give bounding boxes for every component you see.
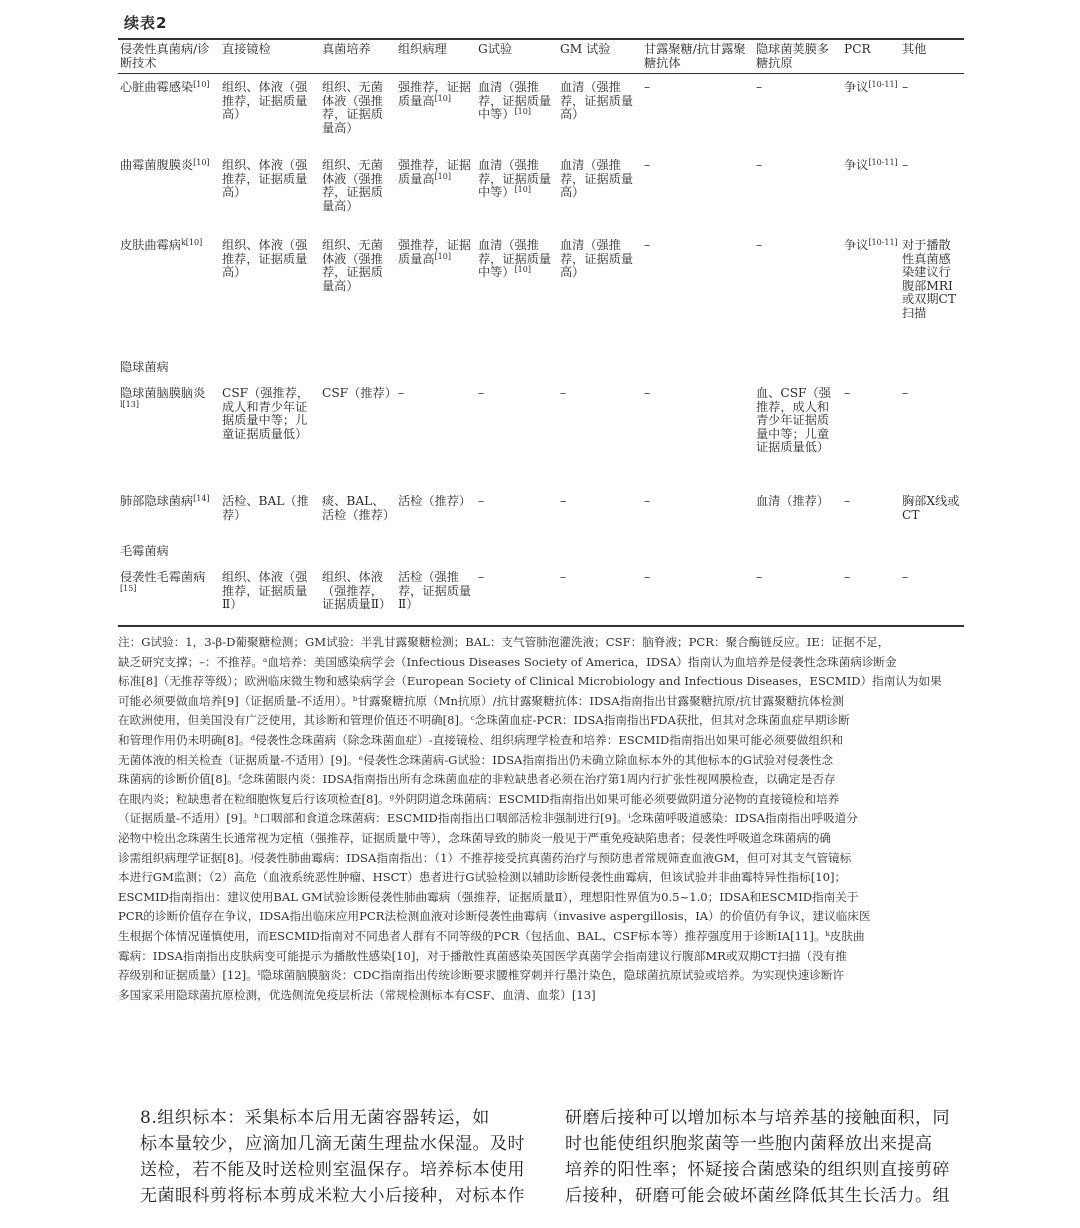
footnote-line: 本进行GM监测；（2）高危（血液系统恶性肿瘤、HSCT）患者进行G试验检测以辅助诊断侵袭性曲霉病，但该试验并非曲霉特异性指标[10]； bbox=[118, 870, 847, 885]
microscopy-cell: 组织、体液（强推荐，证据质量高） bbox=[222, 238, 308, 280]
footnote-line: 荐级别和证据质量）[12]。ˡ隐球菌脑膜脑炎：CDC指南指出传统诊断要求腰椎穿刺并行墨汁染色，隐球菌抗原试验或培养。为实现快速诊断许 bbox=[118, 968, 845, 983]
pathology-cell bbox=[396, 489, 476, 539]
culture-cell: 痰、BAL、活检（推荐） bbox=[322, 494, 396, 522]
pathology-cell bbox=[396, 153, 476, 233]
footnote-line: 和管理作用仍未明确[8]。ᵈ侵袭性念珠菌病（除念珠菌血症）-直接镜检、组织病理学检查和培养：ESCMID指南指出如果可能必须要做组织和 bbox=[118, 732, 844, 747]
reference-sup: [10] bbox=[434, 93, 451, 103]
footnote-line: 在欧洲使用，但美国没有广泛使用，其诊断和管理价值还不明确[8]。ᶜ念珠菌血症-PCR：IDSA指南指出FDA获批，但其对念珠菌血症早期诊断 bbox=[118, 713, 850, 728]
crypto-antigen-cell: – bbox=[756, 80, 763, 94]
pathology-cell bbox=[396, 233, 476, 355]
microscopy-cell: CSF（强推荐，成人和青少年证据质量中等；儿童证据质量低） bbox=[222, 386, 310, 441]
pcr-text: – bbox=[844, 570, 851, 584]
footnote-line: 珠菌病的诊断价值[8]。ᶠ念珠菌眼内炎：IDSA指南指出所有念珠菌血症的非粒缺患者必须在治疗第1周内行扩张性视网膜检查，以确定是否存 bbox=[118, 772, 836, 787]
pcr-cell bbox=[842, 233, 900, 355]
crypto-antigen-cell: – bbox=[756, 570, 763, 584]
culture-cell: 组织、无菌体液（强推荐，证据质量高） bbox=[322, 158, 383, 213]
crypto-antigen-cell: 血清（推荐） bbox=[756, 494, 830, 508]
culture-cell: CSF（推荐） bbox=[322, 386, 397, 400]
culture-cell: 组织、无菌体液（强推荐，证据质量高） bbox=[322, 80, 383, 135]
gm-test-cell: – bbox=[560, 386, 567, 400]
pcr-text: 争议 bbox=[844, 238, 869, 252]
disease-name-cell bbox=[118, 381, 220, 489]
pathology-text: 强推荐，证据质量高 bbox=[398, 238, 472, 266]
pcr-text: 争议 bbox=[844, 80, 869, 94]
mannan-cell: – bbox=[644, 158, 651, 172]
reference-sup: [10] bbox=[514, 265, 531, 275]
reference-sup: [10-11] bbox=[868, 158, 898, 167]
g-test-text: 血清（强推荐，证据质量中等） bbox=[478, 80, 552, 122]
disease-name-cell bbox=[118, 489, 220, 539]
crypto-antigen-cell: 血、CSF（强推荐，成人和青少年证据质量中等；儿童证据质量低） bbox=[756, 386, 831, 455]
col-header-mannan: 甘露聚糖/抗甘露聚糖抗体 bbox=[644, 42, 746, 70]
pathology-text: 活检（推荐） bbox=[398, 494, 472, 508]
pathology-text: – bbox=[398, 386, 405, 400]
g-test-text: – bbox=[478, 386, 485, 400]
other-cell: – bbox=[902, 570, 909, 584]
crypto-antigen-cell: – bbox=[756, 158, 763, 172]
other-cell: – bbox=[902, 386, 909, 400]
g-test-cell bbox=[476, 565, 558, 623]
table-row bbox=[118, 381, 964, 489]
reference-sup: [15] bbox=[120, 583, 137, 593]
culture-cell: 组织、体液（强推荐，证据质量Ⅱ） bbox=[322, 570, 392, 612]
microscopy-cell: 组织、体液（强推荐，证据质量高） bbox=[222, 80, 308, 122]
pcr-cell bbox=[842, 75, 900, 153]
footnote-line: 标准[8]（无推荐等级）；欧洲临床微生物和感染病学会（European Society of Clinical Microbiology and Infectious Diseases，ESCMID）指南认为如果 bbox=[118, 674, 942, 689]
col-header-pcr: PCR bbox=[844, 42, 871, 56]
disease-name: 曲霉菌腹膜炎 bbox=[120, 158, 194, 172]
body-line: 后接种，研磨可能会破坏菌丝降低其生长活力。组 bbox=[565, 1186, 950, 1206]
reference-sup: [10] bbox=[193, 80, 210, 89]
body-line: 标本量较少，应滴加几滴无菌生理盐水保湿。及时 bbox=[140, 1134, 525, 1154]
gm-test-cell: 血清（强推荐，证据质量高） bbox=[560, 238, 634, 280]
pcr-text: – bbox=[844, 494, 851, 508]
g-test-cell bbox=[476, 75, 558, 153]
microscopy-cell: 活检、BAL（推荐） bbox=[222, 494, 309, 522]
disease-name: 皮肤曲霉病 bbox=[120, 238, 181, 252]
body-line: 培养的阳性率；怀疑接合菌感染的组织则直接剪碎 bbox=[565, 1160, 950, 1180]
footnote-line: 多国家采用隐球菌抗原检测，优选侧流免疫层析法（常规检测标本有CSF、血清、血浆）[13] bbox=[118, 987, 596, 1002]
reference-sup: [14] bbox=[193, 494, 210, 503]
mannan-cell: – bbox=[644, 238, 651, 252]
g-test-text: 血清（强推荐，证据质量中等） bbox=[478, 238, 552, 280]
microscopy-cell: 组织、体液（强推荐，证据质量Ⅱ） bbox=[222, 570, 308, 612]
disease-name: 肺部隐球菌病 bbox=[120, 494, 194, 508]
body-line: 送检，若不能及时送检则室温保存。培养标本使用 bbox=[140, 1160, 525, 1180]
reference-sup: [10] bbox=[514, 185, 531, 195]
disease-name: 侵袭性毛霉菌病 bbox=[120, 570, 206, 584]
col-header-culture: 真菌培养 bbox=[322, 42, 371, 56]
other-cell: 胸部X线或CT bbox=[902, 494, 960, 522]
pcr-text: 争议 bbox=[844, 158, 869, 172]
g-test-text: – bbox=[478, 494, 485, 508]
footnote-line: 泌物中检出念珠菌生长通常视为定植（强推荐，证据质量中等），念珠菌导致的肺炎一般见于严重免疫缺陷患者；侵袭性呼吸道念珠菌病的确 bbox=[118, 830, 832, 845]
reference-sup: [10-11] bbox=[868, 238, 898, 247]
footnote-line: 生根据个体情况谨慎使用，而ESCMID指南对不同患者人群有不同等级的PCR（包括血、BAL、CSF标本等）推荐强度用于诊断IA[11]。ᵏ皮肤曲 bbox=[118, 928, 865, 943]
footnote-line: 在眼内炎；粒缺患者在粒细胞恢复后行该项检查[8]。ᵍ外阴阴道念珠菌病：ESCMID指南指出如果可能必须要做阴道分泌物的直接镜检和培养 bbox=[118, 791, 840, 806]
pathology-text: 强推荐，证据质量高 bbox=[398, 80, 472, 108]
pathology-cell bbox=[396, 381, 476, 489]
pcr-text: – bbox=[844, 386, 851, 400]
body-line: 研磨后接种可以增加标本与培养基的接触面积，同 bbox=[565, 1108, 950, 1128]
table-header-row bbox=[118, 40, 964, 75]
footnote-line: 诊需组织病理学证据[8]。ʲ侵袭性肺曲霉病：IDSA指南指出：（1）不推荐接受抗真菌药治疗与预防患者常规筛查血液GM，但可对其支气管镜标 bbox=[118, 850, 852, 865]
disease-name-cell bbox=[118, 233, 220, 355]
body-line: 8.组织标本：采集标本后用无菌容器转运，如 bbox=[140, 1108, 490, 1128]
footnote-line: 缺乏研究支撑；–：不推荐。ᵃ血培养：美国感染病学会（Infectious Diseases Society of America，IDSA）指南认为血培养是侵袭性念珠菌病诊断金 bbox=[118, 654, 897, 669]
col-header-crypto-antigen: 隐球菌荚膜多糖抗原 bbox=[756, 42, 830, 70]
table-caption: 续表2 bbox=[124, 14, 168, 32]
body-line: 无菌眼科剪将标本剪成米粒大小后接种，对标本作 bbox=[140, 1186, 525, 1206]
table-row bbox=[118, 153, 964, 233]
section-row bbox=[118, 539, 964, 565]
section-title-cryptococcus: 隐球菌病 bbox=[120, 360, 169, 374]
reference-sup: k[10] bbox=[180, 238, 203, 247]
other-cell: – bbox=[902, 80, 909, 94]
mannan-cell: – bbox=[644, 80, 651, 94]
disease-name-cell bbox=[118, 153, 220, 233]
g-test-cell bbox=[476, 233, 558, 355]
reference-sup: [10] bbox=[514, 107, 531, 117]
pathology-cell bbox=[396, 565, 476, 623]
gm-test-cell: 血清（强推荐，证据质量高） bbox=[560, 80, 634, 122]
footnote-line: 可能必须要做血培养[9]（证据质量-不适用）。ᵇ甘露聚糖抗原（Mn抗原）/抗甘露聚糖抗体：IDSA指南指出甘露聚糖抗原/抗甘露聚糖抗体检测 bbox=[118, 693, 844, 708]
reference-sup: [10] bbox=[434, 171, 451, 181]
body-text-left-column bbox=[140, 1105, 525, 1209]
footnote-line: PCR的诊断价值存在争议，IDSA指出临床应用PCR法检测血液对诊断侵袭性曲霉病（invasive aspergillosis，IA）的价值仍有争议，建议临床医 bbox=[118, 909, 871, 924]
footnote-line: 无菌体液的相关检查（证据质量-不适用）[9]。ᵉ侵袭性念珠菌病-G试验：IDSA指南指出仍未确立除血标本外的其他标本的G试验对侵袭性念 bbox=[118, 752, 834, 767]
mannan-cell: – bbox=[644, 494, 651, 508]
col-header-other: 其他 bbox=[902, 42, 927, 56]
g-test-cell bbox=[476, 153, 558, 233]
reference-sup: [10-11] bbox=[868, 80, 898, 89]
mannan-cell: – bbox=[644, 570, 651, 584]
body-line: 时也能使组织胞浆菌等一些胞内菌释放出来提高 bbox=[565, 1134, 933, 1154]
disease-name-cell bbox=[118, 75, 220, 153]
table-row bbox=[118, 565, 964, 623]
other-cell: 对于播散性真菌感染建议行腹部MRI或双期CT扫描 bbox=[902, 238, 957, 320]
pathology-text: 活检（强推荐，证据质量Ⅱ） bbox=[398, 570, 472, 612]
section-row bbox=[118, 355, 964, 381]
col-header-pathology: 组织病理 bbox=[398, 42, 447, 56]
gm-test-cell: 血清（强推荐，证据质量高） bbox=[560, 158, 634, 200]
col-header-disease: 侵袭性真菌病/诊断技术 bbox=[120, 42, 210, 70]
pcr-cell bbox=[842, 381, 900, 489]
table-row bbox=[118, 233, 964, 355]
pcr-cell bbox=[842, 153, 900, 233]
microscopy-cell: 组织、体液（强推荐，证据质量高） bbox=[222, 158, 308, 200]
section-title-mucor: 毛霉菌病 bbox=[120, 544, 169, 558]
table-footnote bbox=[118, 633, 964, 1005]
bottom-rule bbox=[118, 625, 964, 627]
gm-test-cell: – bbox=[560, 494, 567, 508]
disease-name-cell bbox=[118, 565, 220, 623]
footnote-line: ESCMID指南指出：建议使用BAL GM试验诊断侵袭性肺曲霉病（强推荐，证据质量Ⅱ），理想阳性界值为0.5~1.0；IDSA和ESCMID指南关于 bbox=[118, 889, 859, 904]
diagnosis-table bbox=[118, 40, 964, 623]
g-test-text: 血清（强推荐，证据质量中等） bbox=[478, 158, 552, 200]
table-row bbox=[118, 75, 964, 153]
pathology-cell bbox=[396, 75, 476, 153]
mannan-cell: – bbox=[644, 386, 651, 400]
other-cell: – bbox=[902, 158, 909, 172]
col-header-g-test: G试验 bbox=[478, 42, 513, 56]
reference-sup: [10] bbox=[434, 251, 451, 261]
footnote-line: 霉病：IDSA指南指出皮肤病变可能提示为播散性感染[10]，对于播散性真菌感染英国医学真菌学会指南建议行腹部MR或双期CT扫描（没有推 bbox=[118, 948, 847, 963]
g-test-text: – bbox=[478, 570, 485, 584]
disease-name: 隐球菌脑膜脑炎 bbox=[120, 386, 206, 400]
disease-name: 心脏曲霉感染 bbox=[120, 80, 194, 94]
pcr-cell bbox=[842, 565, 900, 623]
g-test-cell bbox=[476, 381, 558, 489]
culture-cell: 组织、无菌体液（强推荐，证据质量高） bbox=[322, 238, 383, 293]
table-row bbox=[118, 489, 964, 539]
gm-test-cell: – bbox=[560, 570, 567, 584]
crypto-antigen-cell: – bbox=[756, 238, 763, 252]
body-text-right-column bbox=[565, 1105, 965, 1209]
col-header-microscopy: 直接镜检 bbox=[222, 42, 271, 56]
reference-sup: [10] bbox=[193, 158, 210, 167]
col-header-gm-test: GM 试验 bbox=[560, 42, 611, 56]
footnote-line: （证据质量-不适用）[9]。ʰ口咽部和食道念珠菌病：ESCMID指南指出口咽部活检非强制进行[9]。ⁱ念珠菌呼吸道感染：IDSA指南指出呼吸道分 bbox=[118, 811, 858, 826]
pathology-text: 强推荐，证据质量高 bbox=[398, 158, 472, 186]
reference-sup: l[13] bbox=[120, 399, 139, 409]
pcr-cell bbox=[842, 489, 900, 539]
g-test-cell bbox=[476, 489, 558, 539]
footnote-line: 注：G试验：1，3-β-D葡聚糖检测；GM试验：半乳甘露聚糖检测；BAL：支气管肺泡灌洗液；CSF：脑脊液；PCR：聚合酶链反应。IE：证据不足， bbox=[118, 635, 890, 649]
